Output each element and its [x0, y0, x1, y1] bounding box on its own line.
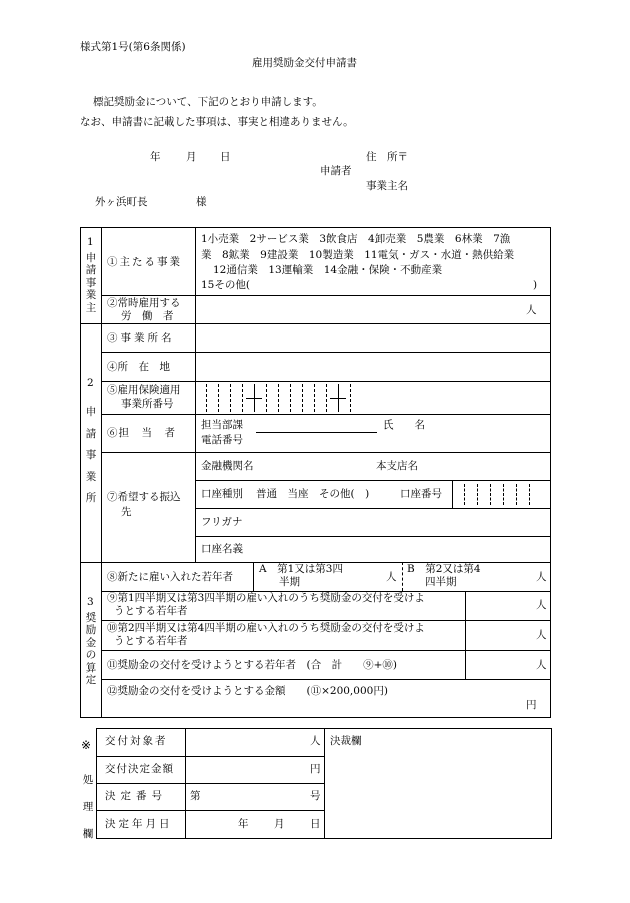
- industry-other-close: ): [533, 279, 538, 291]
- item2-label-1: ②常時雇用する: [107, 297, 181, 309]
- date-year: 年: [150, 151, 161, 163]
- processing-mark: ※: [81, 738, 92, 752]
- section2-number: 2: [87, 377, 94, 389]
- form-title: 雇用奨励金交付申請書: [252, 57, 357, 69]
- industry-line-3: 12通信業 13運輸業 14金融・保険・不動産業: [213, 264, 443, 276]
- proc-row3-label: 決定番号: [105, 790, 167, 802]
- item12-unit: 円: [526, 699, 537, 711]
- intro-line-1: 標記奨励金について、下記のとおり申請します。: [93, 96, 323, 108]
- item7-label-2: 先: [121, 506, 132, 518]
- date-month: 月: [186, 151, 197, 163]
- proc-row2-label: 交付決定金額: [105, 763, 174, 775]
- item6-label: ⑥担 当 者: [107, 427, 176, 439]
- proc-row3-unit: 号: [310, 790, 321, 802]
- industry-line-2: 業 8鉱業 9建設業 10製造業 11電気・ガス・水道・熱供給業: [201, 249, 515, 261]
- item5-label-1: ⑤雇用保険適用: [107, 384, 181, 396]
- contact-dept-label: 担当部課: [201, 419, 243, 431]
- item12-label: ⑫奨励金の交付を受けようとする金額 (⑪×200,000円): [107, 685, 388, 697]
- bank-name-label: 金融機関名: [201, 460, 254, 472]
- item9-unit: 人: [536, 599, 547, 611]
- addressee: 外ヶ浜町長: [95, 196, 148, 208]
- item10-line1: ⑩第2四半期又は第4四半期の雇い入れのうち奨励金の交付を受けよ: [107, 622, 425, 634]
- section1-number: 1: [87, 236, 94, 248]
- proc-row4-year: 年: [238, 818, 249, 830]
- section1-vertical-label: 申 請 事 業 主: [85, 252, 97, 314]
- account-holder-label: 口座名義: [201, 543, 243, 555]
- item11-label: ⑪奨励金の交付を受けようとする若年者 (合 計 ⑨+⑩): [107, 659, 397, 671]
- processing-vertical-label: 処 理 欄: [82, 774, 94, 840]
- date-day: 日: [220, 151, 231, 163]
- industry-other-open: 15その他(: [201, 279, 250, 291]
- item1-label: ①主たる事業: [107, 256, 182, 268]
- item4-label: ④所 在 地: [107, 361, 170, 373]
- furigana-label: フリガナ: [201, 516, 243, 528]
- item8-b-unit: 人: [536, 571, 547, 583]
- honorific: 様: [196, 196, 207, 208]
- section3-vertical-label: 奨 励 金 の 算 定: [85, 612, 97, 686]
- insurance-number-boxes[interactable]: [196, 382, 356, 414]
- account-type-options[interactable]: 普通 当座 その他( ): [256, 488, 370, 500]
- item8-b-line1: B 第2又は第4: [407, 563, 481, 575]
- item8-a-unit: 人: [386, 571, 397, 583]
- item8-label: ⑧新たに雇い入れた若年者: [107, 571, 233, 583]
- item8-a-line1: A 第1又は第3四: [259, 563, 343, 575]
- contact-name-label: 氏 名: [383, 419, 425, 431]
- item9-line1: ⑨第1四半期又は第3四半期の雇い入れのうち奨励金の交付を受けよ: [107, 592, 425, 604]
- proc-row4-day: 日: [310, 818, 321, 830]
- contact-dept-field[interactable]: [256, 432, 377, 433]
- form-number: 様式第1号(第6条関係): [80, 41, 186, 53]
- item10-unit: 人: [536, 629, 547, 641]
- item3-label: ③事業所名: [107, 332, 175, 344]
- applicant-label: 申請者: [320, 165, 352, 177]
- item11-unit: 人: [536, 659, 547, 671]
- proc-row3-prefix: 第: [190, 790, 201, 802]
- account-type-label: 口座種別: [201, 488, 243, 500]
- item7-label-1: ⑦希望する振込: [107, 491, 181, 503]
- section2-vertical-label: 申 請 事 業 所: [85, 406, 97, 505]
- proc-row1-unit: 人: [310, 735, 321, 747]
- item9-line2: うとする若年者: [114, 605, 188, 617]
- proc-row4-label: 決定年月日: [105, 818, 173, 830]
- owner-name-label: 事業主名: [366, 180, 408, 192]
- office-address-field[interactable]: [196, 353, 550, 381]
- item8-b-line2: 四半期: [425, 576, 457, 588]
- item10-line2: うとする若年者: [114, 635, 188, 647]
- industry-line-1: 1小売業 2サービス業 3飲食店 4卸売業 5農業 6林業 7漁: [201, 233, 511, 245]
- intro-line-2: なお、申請書に記載した事項は、事実と相違ありません。: [80, 116, 354, 128]
- item2-label-2: 労 働 者: [121, 310, 174, 322]
- item2-unit: 人: [526, 304, 537, 316]
- proc-row1-label: 交付対象者: [105, 735, 168, 747]
- item5-label-2: 事業所番号: [121, 398, 174, 410]
- address-label: 住 所〒: [366, 151, 408, 163]
- proc-row2-unit: 円: [310, 763, 321, 775]
- account-number-label: 口座番号: [400, 488, 442, 500]
- contact-phone-label: 電話番号: [201, 434, 243, 446]
- account-number-boxes[interactable]: [452, 481, 551, 508]
- approval-label: 決裁欄: [330, 735, 362, 747]
- item8-a-line2: 半期: [279, 576, 300, 588]
- branch-name-label: 本支店名: [376, 460, 418, 472]
- section3-number: 3: [87, 596, 94, 608]
- proc-row4-month: 月: [274, 818, 285, 830]
- office-name-field[interactable]: [196, 324, 550, 352]
